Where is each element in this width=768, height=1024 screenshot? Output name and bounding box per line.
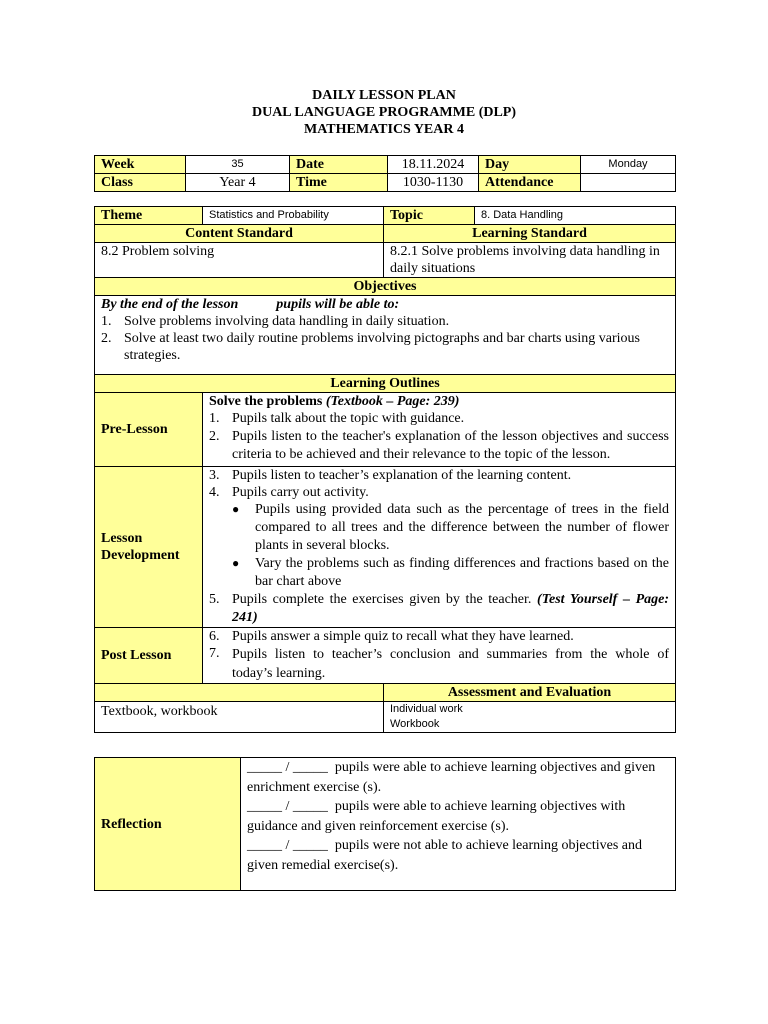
attendance-label: Attendance (479, 174, 581, 192)
reflection-line-1: _____ / _____ pupils were able to achieve learning objectives and given enrichment exercise (s). (247, 760, 659, 795)
dev-item-4 (209, 484, 669, 501)
objective-number: 1. (101, 314, 112, 329)
item-number: 2. (209, 429, 220, 444)
dev-bullet-2 (209, 555, 669, 591)
title-line-2: DUAL LANGUAGE PROGRAMME (DLP) (251, 105, 517, 120)
time-value: 1030-1130 (388, 174, 479, 192)
item-text: Pupils answer a simple quiz to recall what they have learned. (232, 629, 574, 644)
materials-value: Textbook, workbook (95, 702, 384, 733)
attendance-value (581, 174, 676, 192)
reflection-line-2: _____ / _____ pupils were able to achieve learning objectives with guidance and given reinforcement exercise (s). (247, 799, 629, 834)
learning-standard-header: Learning Standard (384, 225, 676, 243)
assessment-spacer (95, 684, 384, 702)
item-number: 6. (209, 629, 220, 644)
pre-heading-text: Solve the problems (209, 394, 323, 409)
pre-lesson-cell (203, 393, 676, 467)
learning-standard-value: 8.2.1 Solve problems involving data handling in daily situations (384, 243, 676, 278)
item-number: 7. (209, 646, 220, 661)
week-value: 35 (186, 156, 290, 174)
pre-item-2 (209, 428, 669, 464)
date-label: Date (290, 156, 388, 174)
pre-item-1 (209, 410, 669, 428)
day-label: Day (479, 156, 581, 174)
bullet-text: Vary the problems such as finding differences and fractions based on the bar chart above (255, 556, 669, 589)
item-number: 5. (209, 592, 220, 607)
week-label: Week (95, 156, 186, 174)
content-standard-header: Content Standard (95, 225, 384, 243)
pre-lesson-heading (209, 393, 669, 410)
assessment-item-1: Individual work (390, 703, 463, 715)
dev-bullet-1 (209, 501, 669, 555)
item-text: Pupils listen to the teacher's explanation of the lesson objectives and success criteria to be achieved and their relevance to the topic of the lesson. (232, 429, 669, 462)
item-number: 4. (209, 485, 220, 500)
reflection-label: Reflection (95, 758, 241, 891)
objectives-intro-b: pupils will be able to: (276, 297, 400, 312)
reflection-table (94, 757, 676, 891)
objective-text: Solve at least two daily routine problems involving pictographs and bar charts using various strategies. (124, 331, 640, 363)
class-value: Year 4 (186, 174, 290, 192)
bullet-icon: ● (232, 556, 240, 570)
title-line-1: DAILY LESSON PLAN (312, 88, 456, 103)
bullet-icon: ● (232, 502, 240, 516)
class-label: Class (95, 174, 186, 192)
title-line-3: MATHEMATICS YEAR 4 (304, 122, 464, 137)
item-text: Pupils listen to teacher’s explanation of the learning content. (232, 468, 572, 483)
bullet-text: Pupils using provided data such as the percentage of trees in the field compared to all trees and the difference between the number of flower plants in several blocks. (255, 502, 669, 553)
post-item-6 (209, 628, 669, 645)
dev-item-3 (209, 467, 669, 484)
topic-label: Topic (384, 207, 475, 225)
reflection-cell (241, 758, 676, 891)
assessment-item-2: Workbook (390, 718, 440, 730)
lesson-development-label: Lesson Development (95, 467, 203, 628)
plan-table (94, 206, 676, 733)
objectives-intro (101, 296, 669, 313)
objective-item-2 (101, 330, 669, 364)
item-text: Pupils listen to teacher’s conclusion and summaries from the whole of today’s learning. (232, 647, 669, 681)
assessment-header: Assessment and Evaluation (384, 684, 676, 702)
post-lesson-label: Post Lesson (95, 628, 203, 684)
dev-item-5 (209, 591, 669, 627)
lesson-development-cell (203, 467, 676, 628)
post-lesson-cell (203, 628, 676, 684)
pre-lesson-label: Pre-Lesson (95, 393, 203, 467)
content-standard-value: 8.2 Problem solving (95, 243, 384, 278)
item-text: Pupils talk about the topic with guidance. (232, 411, 465, 426)
item-number: 3. (209, 468, 220, 483)
theme-value: Statistics and Probability (203, 207, 384, 225)
objective-text: Solve problems involving data handling in daily situation. (124, 314, 450, 329)
assessment-cell (384, 702, 676, 733)
objective-number: 2. (101, 331, 112, 346)
day-value: Monday (581, 156, 676, 174)
date-value: 18.11.2024 (388, 156, 479, 174)
item-text (232, 591, 669, 627)
objective-item-1 (101, 313, 669, 330)
item-5-ref: (Test Yourself – Page: 241) (232, 592, 670, 625)
learning-outlines-header: Learning Outlines (95, 375, 676, 393)
item-number: 1. (209, 411, 220, 426)
item-5-text: Pupils complete the exercises given by the teacher. (232, 592, 532, 607)
pre-heading-ref: (Textbook – Page: 239) (325, 394, 460, 409)
item-text: Pupils carry out activity. (232, 485, 369, 500)
theme-label: Theme (95, 207, 203, 225)
objectives-intro-a: By the end of the lesson (101, 297, 239, 312)
reflection-line-3: _____ / _____ pupils were not able to achieve learning objectives and given remedial exercise(s). (247, 838, 646, 873)
post-item-7 (209, 645, 669, 683)
page-title (0, 87, 768, 138)
topic-value: 8. Data Handling (475, 207, 676, 225)
objectives-cell (95, 296, 676, 375)
info-table (94, 155, 676, 192)
objectives-header: Objectives (95, 278, 676, 296)
time-label: Time (290, 174, 388, 192)
